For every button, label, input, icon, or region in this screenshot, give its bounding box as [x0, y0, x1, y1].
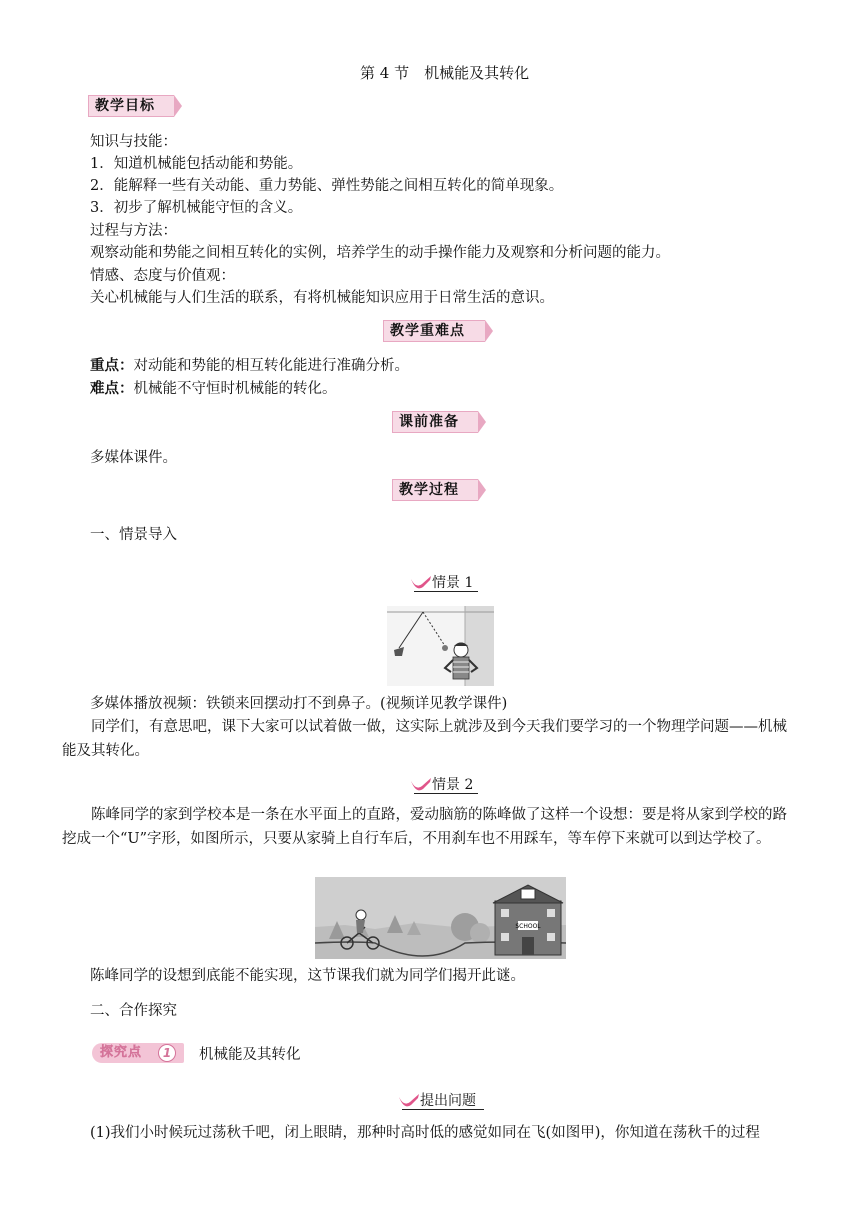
page-title: 第 4 节 机械能及其转化 — [360, 64, 530, 82]
difficult-point-text: 机械能不守恒时机械能的转化。 — [133, 381, 337, 397]
knowledge-heading: 知识与技能： — [90, 134, 177, 150]
scene-1-marker — [410, 575, 490, 595]
emotion-text: 关心机械能与人们生活的联系，有将机械能知识应用于日常生活的意识。 — [90, 290, 554, 306]
key-point-text: 对动能和势能的相互转化能进行准确分析。 — [133, 358, 409, 374]
difficult-point-label: 难点： — [90, 381, 134, 397]
prep-text: 多媒体课件。 — [90, 450, 177, 466]
badge-explore-point — [92, 1043, 184, 1063]
scene-1-image — [387, 606, 494, 686]
goal-item-2: 2．能解释一些有关动能、重力势能、弹性势能之间相互转化的简单现象。 — [90, 178, 564, 194]
pen-icon — [410, 575, 432, 591]
pen-icon — [398, 1093, 420, 1109]
scene-2-image — [315, 877, 566, 959]
difficult-point — [90, 378, 337, 400]
scene-2-text-2: 陈峰同学的设想到底能不能实现，这节课我们就为同学们揭开此谜。 — [90, 968, 525, 984]
scene-2-label: 情景 2 — [432, 777, 474, 793]
scene-1-text-1: 多媒体播放视频：铁锁来回摆动打不到鼻子。(视频详见教学课件) — [90, 696, 508, 712]
explore-badge-number: 1 — [158, 1044, 176, 1062]
key-point-label: 重点： — [90, 358, 134, 374]
question-label: 提出问题 — [420, 1093, 476, 1109]
question-text-1: (1)我们小时候玩过荡秋千吧，闭上眼睛，那种时高时低的感觉如同在飞(如图甲)，你知道在荡秋千的过程 — [90, 1125, 760, 1141]
scene-2-marker — [410, 777, 490, 797]
key-point — [90, 355, 409, 377]
section-1-heading: 一、情景导入 — [90, 527, 177, 543]
goal-item-1: 1．知道机械能包括动能和势能。 — [90, 156, 303, 172]
goal-item-3: 3．初步了解机械能守恒的含义。 — [90, 200, 303, 216]
scene-1-text-2: 同学们，有意思吧，课下大家可以试着做一做，这实际上就涉及到今天我们要学习的一个物理学问题——机械能及其转化。 — [62, 719, 787, 759]
method-text: 观察动能和势能之间相互转化的实例，培养学生的动手操作能力及观察和分析问题的能力。 — [90, 245, 670, 261]
question-marker — [398, 1093, 498, 1113]
school-sign-text: SCHOOL — [515, 923, 541, 930]
emotion-heading: 情感、态度与价值观： — [90, 268, 235, 284]
scene-1-label: 情景 1 — [432, 575, 474, 591]
section-2-heading: 二、合作探究 — [90, 1003, 177, 1019]
pen-icon — [410, 777, 432, 793]
explore-title: 机械能及其转化 — [199, 1047, 301, 1063]
explore-badge-label: 探究点 — [100, 1045, 143, 1060]
scene-2-text-1: 陈峰同学的家到学校本是一条在水平面上的直路，爱动脑筋的陈峰做了这样一个设想：要是将从家到学校的路挖成一个“U”字形，如图所示，只要从家骑上自行车后，不用刹车也不用踩车，等车停下来就可以到达学校了。 — [62, 807, 787, 847]
method-heading: 过程与方法： — [90, 223, 177, 239]
